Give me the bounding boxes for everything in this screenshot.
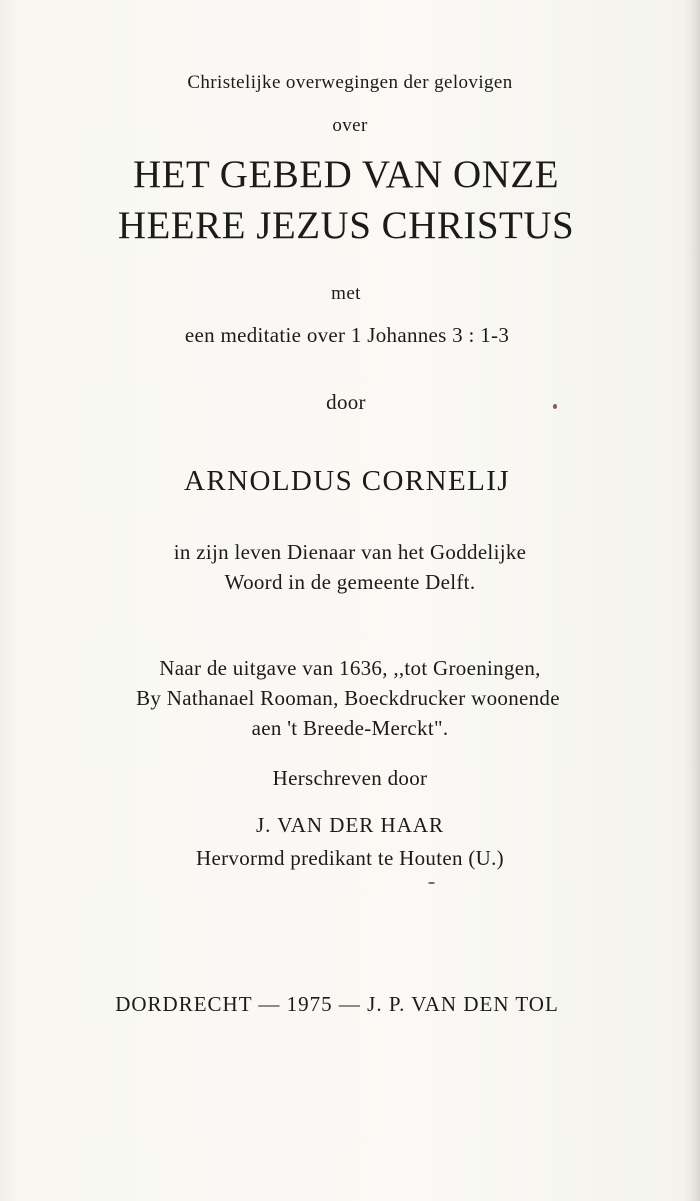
editor-name: J. VAN DER HAAR: [255, 813, 445, 837]
ink-speck: [553, 404, 557, 409]
subtitle-over: over: [332, 115, 368, 136]
rewritten-by-label: Herschreven door: [272, 766, 428, 790]
book-title-line-1: HET GEBED VAN ONZE: [132, 153, 560, 196]
edition-line-3: aen 't Breede-Merckt".: [251, 716, 449, 740]
subtitle-line: Christelijke overwegingen der gelovigen: [187, 72, 513, 93]
book-title-line-2: HEERE JEZUS CHRISTUS: [117, 204, 575, 247]
author-name: ARNOLDUS CORNELIJ: [184, 465, 510, 497]
with-label: met: [331, 283, 361, 304]
by-label: door: [326, 390, 366, 414]
editor-role: Hervormd predikant te Houten (U.): [196, 846, 504, 870]
imprint-line: DORDRECHT — 1975 — J. P. VAN DEN TOL: [115, 992, 559, 1016]
author-role-line-2: Woord in de gemeente Delft.: [224, 570, 476, 594]
author-role-line-1: in zijn leven Dienaar van het Goddelijke: [173, 540, 527, 564]
edition-line-2: By Nathanael Rooman, Boeckdrucker woonende: [136, 686, 560, 710]
ink-speck: [428, 882, 435, 884]
edition-line-1: Naar de uitgave van 1636, ,,tot Groeningen,: [159, 656, 541, 680]
meditation-line: een meditatie over 1 Johannes 3 : 1-3: [184, 323, 510, 347]
